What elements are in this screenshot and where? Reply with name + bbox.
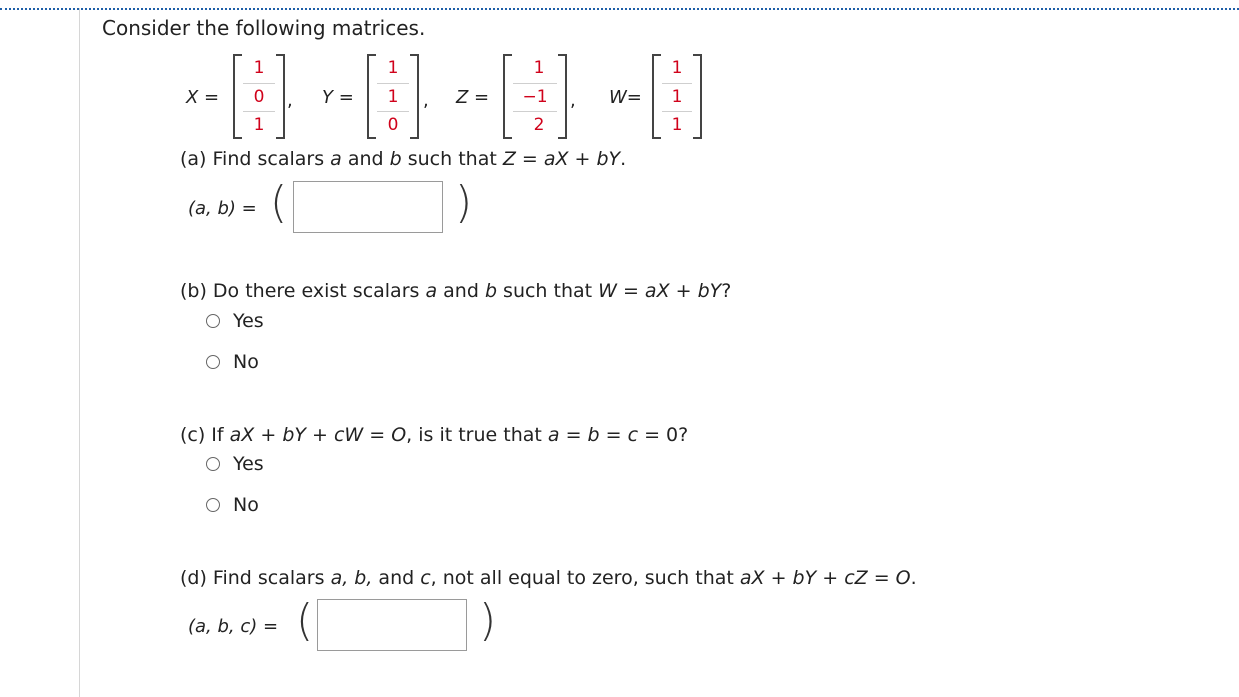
matrix-separator: , — [570, 90, 576, 111]
problem-heading: Consider the following matrices. — [102, 16, 426, 40]
part-b-question: (b) Do there exist scalars a and b such that W = aX + bY? — [180, 280, 732, 302]
option-label: No — [233, 494, 259, 516]
part-a-answer-input[interactable] — [293, 181, 443, 233]
top-dotted-border — [0, 8, 1239, 10]
matrix-x-cell-3: 1 — [253, 115, 265, 135]
matrix-z-cell-2: −1 — [522, 87, 548, 107]
matrix-x-cell-1: 1 — [253, 58, 265, 78]
radio-button[interactable] — [206, 355, 220, 369]
matrix-x-label: X = — [186, 87, 220, 108]
part-d-answer-input[interactable] — [317, 599, 467, 651]
matrix-y-cell-2: 1 — [387, 87, 399, 107]
part-d-close-paren: ) — [479, 595, 497, 646]
left-margin-line — [79, 8, 80, 697]
matrix-w-cell-1: 1 — [671, 58, 683, 78]
radio-button[interactable] — [206, 314, 220, 328]
part-c-option-yes[interactable] — [206, 453, 264, 475]
part-c-option-no[interactable] — [206, 494, 259, 516]
part-a-answer-label: (a, b) = — [188, 198, 257, 219]
part-d-question: (d) Find scalars a, b, and c, not all equal to zero, such that aX + bY + cZ = O. — [180, 567, 917, 589]
matrix-w-label: W= — [609, 87, 642, 108]
part-d-open-paren: ( — [296, 595, 314, 646]
option-label: Yes — [233, 453, 264, 475]
matrix-w-cell-3: 1 — [671, 115, 683, 135]
matrix-z — [503, 52, 567, 137]
matrix-x-cell-2: 0 — [253, 87, 265, 107]
part-a-question: (a) Find scalars a and b such that Z = aX + bY. — [180, 148, 627, 170]
matrix-w — [652, 52, 702, 137]
part-c-question: (c) If aX + bY + cW = O, is it true that a = b = c = 0? — [180, 424, 689, 446]
radio-button[interactable] — [206, 498, 220, 512]
matrix-z-cell-1: 1 — [533, 58, 545, 78]
part-a-open-paren: ( — [270, 177, 288, 228]
part-a-close-paren: ) — [455, 177, 473, 228]
matrix-y-cell-1: 1 — [387, 58, 399, 78]
matrix-y-label: Y = — [322, 87, 354, 108]
matrix-z-label: Z = — [456, 87, 490, 108]
matrix-z-cell-3: 2 — [533, 115, 545, 135]
radio-button[interactable] — [206, 457, 220, 471]
matrix-y — [367, 52, 419, 137]
part-b-option-no[interactable] — [206, 351, 259, 373]
matrix-separator: , — [423, 90, 429, 111]
matrix-y-cell-3: 0 — [387, 115, 399, 135]
option-label: No — [233, 351, 259, 373]
matrix-w-cell-2: 1 — [671, 87, 683, 107]
matrix-separator: , — [287, 90, 293, 111]
part-b-option-yes[interactable] — [206, 310, 264, 332]
part-d-answer-label: (a, b, c) = — [188, 616, 279, 637]
matrix-x — [233, 52, 285, 137]
option-label: Yes — [233, 310, 264, 332]
